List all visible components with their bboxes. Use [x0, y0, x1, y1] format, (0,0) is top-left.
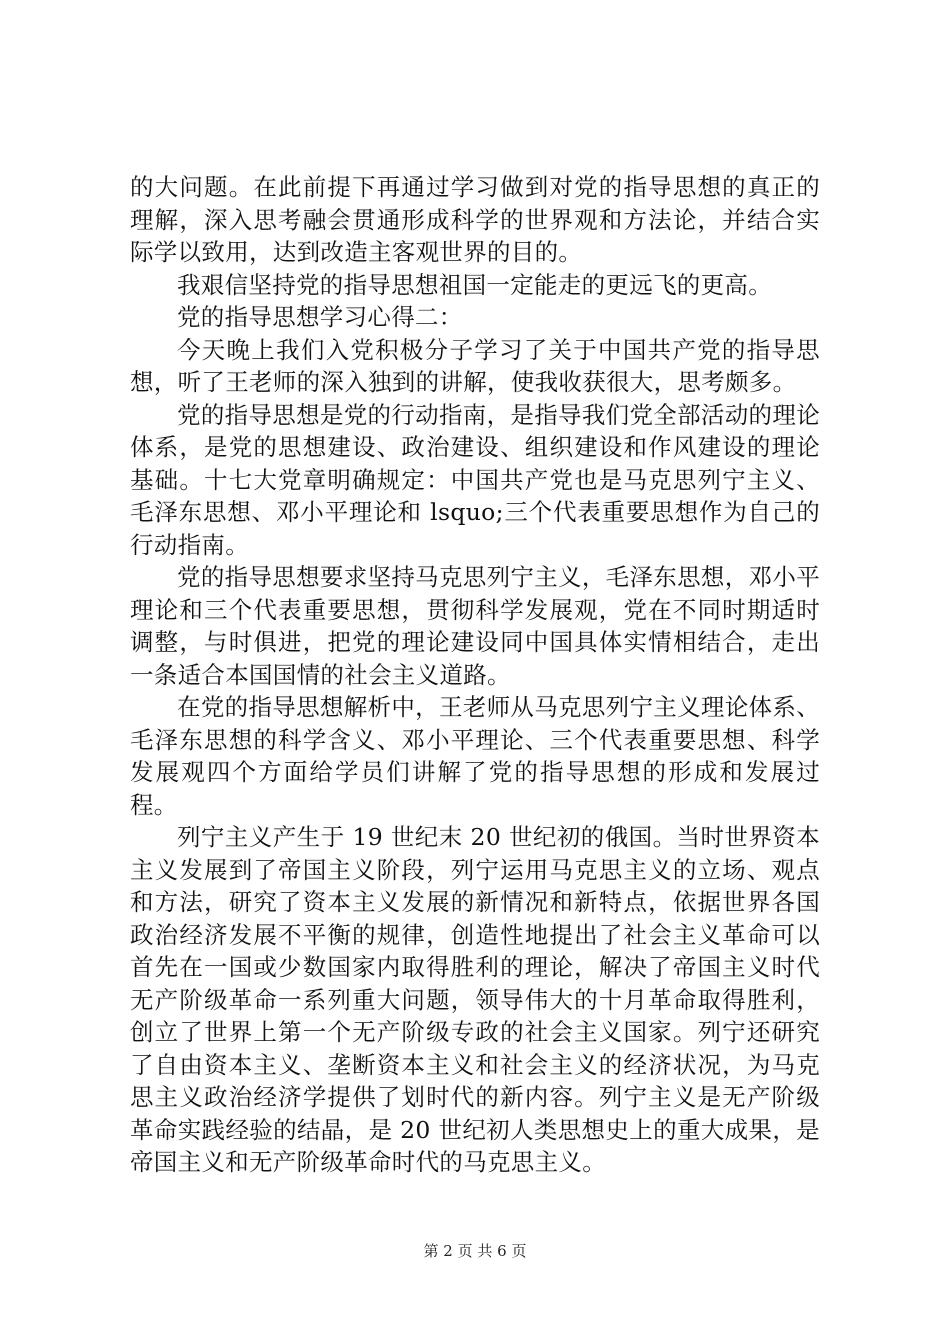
section-heading: 党的指导思想学习心得二： [177, 303, 463, 331]
document-body [130, 171, 820, 1179]
paragraph-definition: 党的指导思想是党的行动指南，是指导我们党全部活动的理论体系，是党的思想建设、政治建设、组织建设和作风建设的理论基础。十七大党章明确规定：中国共产党也是马克思列宁主义、毛泽东思想、邓小平理论和 lsquo;三个代表重要思想作为自己的行动指南。 [130, 400, 820, 559]
paragraph-intro: 今天晚上我们入党积极分子学习了关于中国共产党的指导思想，听了王老师的深入独到的讲解，使我收获很大，思考颇多。 [130, 335, 820, 396]
paragraph-requirements: 党的指导思想要求坚持马克思列宁主义，毛泽东思想，邓小平理论和三个代表重要思想，贯彻科学发展观，党在不同时期适时调整，与时俱进，把党的理论建设同中国具体实情相结合，走出一条适合本国国情的社会主义道路。 [130, 563, 820, 689]
paragraph-analysis: 在党的指导思想解析中，王老师从马克思列宁主义理论体系、毛泽东思想的科学含义、邓小平理论、三个代表重要思想、科学发展观四个方面给学员们讲解了党的指导思想的形成和发展过程。 [130, 693, 820, 819]
paragraph-leninism: 列宁主义产生于 19 世纪末 20 世纪初的俄国。当时世界资本主义发展到了帝国主义阶段，列宁运用马克思主义的立场、观点和方法，研究了资本主义发展的新情况和新特点，依据世界各国政治经济发展不平衡的规律，创造性地提出了社会主义革命可以首先在一国或少数国家内取得胜利的理论，解决了帝国主义时代无产阶级革命一系列重大问题，领导伟大的十月革命取得胜利，创立了世界上第一个无产阶级专政的社会主义国家。列宁还研究了自由资本主义、垄断资本主义和社会主义的经济状况，为马克思主义政治经济学提供了划时代的新内容。列宁主义是无产阶级革命实践经验的结晶，是 20 世纪初人类思想史上的重大成果，是帝国主义和无产阶级革命时代的马克思主义。 [130, 823, 820, 1176]
paragraph-continuation: 的大问题。在此前提下再通过学习做到对党的指导思想的真正的理解，深入思考融会贯通形成科学的世界观和方法论，并结合实际学以致用，达到改造主客观世界的目的。 [130, 173, 820, 266]
paragraph-belief: 我艰信坚持党的指导思想祖国一定能走的更远飞的更高。 [177, 270, 772, 299]
page-footer: 第 2 页 共 6 页 [423, 1242, 527, 1260]
